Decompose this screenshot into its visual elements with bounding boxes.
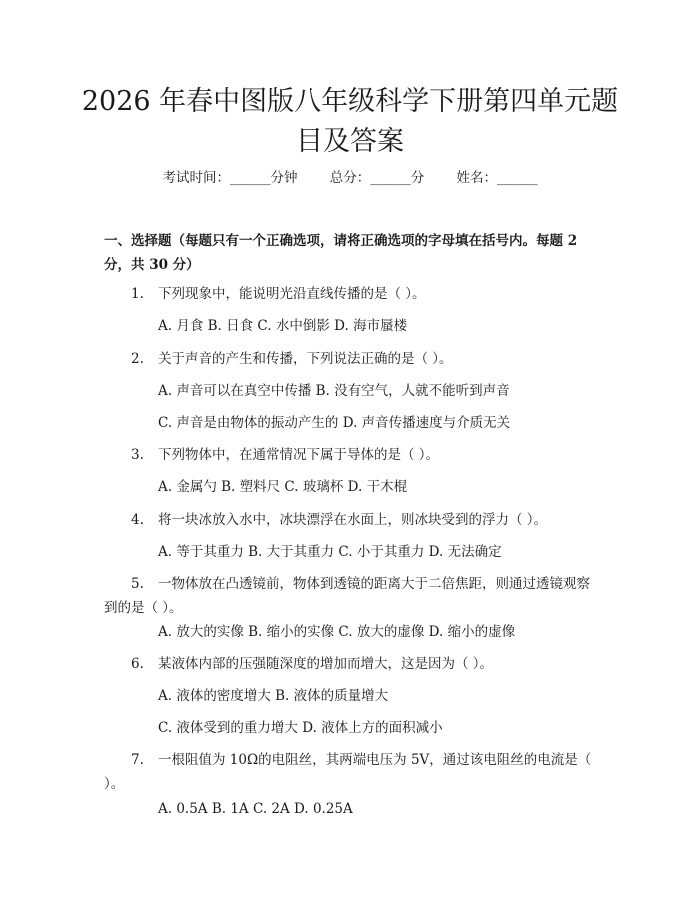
- question-number: 3.: [131, 447, 144, 463]
- question-2-options-row-1: A. 声音可以在真空中传播 B. 没有空气，人就不能听到声音: [158, 383, 510, 399]
- question-number: 7.: [131, 752, 144, 768]
- question-text: 下列物体中，在通常情况下属于导体的是（ ）。: [158, 447, 440, 463]
- question-number: 5.: [131, 576, 144, 592]
- question-2: [104, 347, 600, 371]
- question-number: 4.: [131, 512, 144, 528]
- question-6-options-row-1: A. 液体的密度增大 B. 液体的质量增大: [158, 688, 389, 704]
- student-name-field: 姓名：______: [456, 170, 538, 186]
- question-5-options: A. 放大的实像 B. 缩小的实像 C. 放大的虚像 D. 缩小的虚像: [158, 624, 516, 640]
- exam-time-field: 考试时间：______分钟: [162, 170, 298, 186]
- question-6-options-row-2: C. 液体受到的重力增大 D. 液体上方的面积减小: [158, 720, 443, 736]
- question-text: 下列现象中，能说明光沿直线传播的是（ ）。: [158, 286, 426, 302]
- exam-meta: [0, 168, 700, 188]
- question-text: 一根阻值为 10Ω的电阻丝，其两端电压为 5V，通过该电阻丝的电流是（ ）。: [104, 752, 592, 792]
- total-score-field: 总分：______分: [329, 170, 425, 186]
- question-5: [104, 572, 600, 620]
- question-number: 1.: [131, 286, 144, 302]
- question-4: [104, 508, 600, 532]
- question-text: 某液体内部的压强随深度的增加而增大，这是因为（ ）。: [158, 656, 494, 672]
- question-text: 关于声音的产生和传播，下列说法正确的是（ ）。: [158, 351, 453, 367]
- question-1-options: A. 月食 B. 日食 C. 水中倒影 D. 海市蜃楼: [158, 318, 408, 334]
- document-title: 2026 年春中图版八年级科学下册第四单元题目及答案: [81, 86, 619, 157]
- question-4-options: A. 等于其重力 B. 大于其重力 C. 小于其重力 D. 无法确定: [158, 544, 502, 560]
- question-3-options: A. 金属勺 B. 塑料尺 C. 玻璃杯 D. 干木棍: [158, 479, 408, 495]
- question-number: 6.: [131, 656, 144, 672]
- question-number: 2.: [131, 351, 144, 367]
- question-1: [104, 282, 600, 306]
- question-3: [104, 443, 600, 467]
- question-text: 将一块冰放入水中，冰块漂浮在水面上，则冰块受到的浮力（ ）。: [158, 512, 548, 528]
- section-heading: 一、选择题（每题只有一个正确选项，请将正确选项的字母填在括号内。每题 2 分，共 30 分）: [104, 233, 578, 273]
- question-7-options: A. 0.5A B. 1A C. 2A D. 0.25A: [158, 801, 353, 817]
- question-2-options-row-2: C. 声音是由物体的振动产生的 D. 声音传播速度与介质无关: [158, 415, 511, 431]
- question-6: [104, 652, 600, 676]
- question-text: 一物体放在凸透镜前，物体到透镜的距离大于二倍焦距，则通过透镜观察到的是（ ）。: [104, 576, 590, 616]
- question-7: [104, 748, 600, 796]
